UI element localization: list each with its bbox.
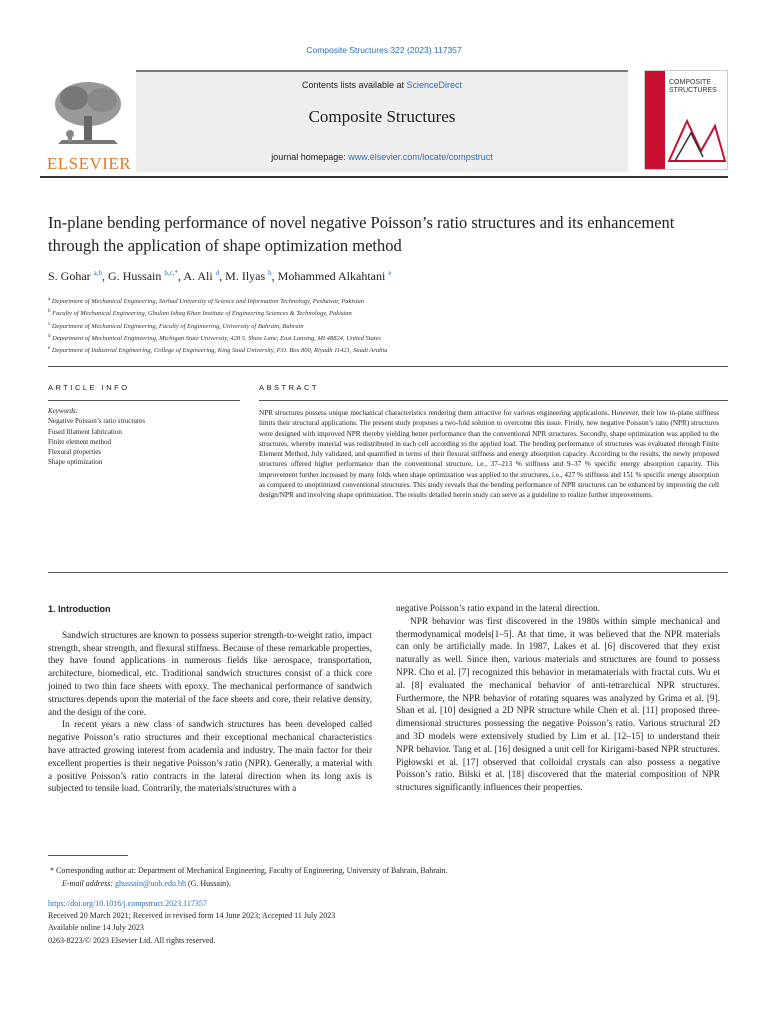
keyword-item: Fused filament fabrication bbox=[48, 427, 122, 436]
homepage-prefix: journal homepage: bbox=[271, 152, 349, 162]
affiliation-label: c bbox=[48, 321, 51, 327]
journal-reference-link[interactable]: Composite Structures 322 (2023) 117357 bbox=[306, 45, 462, 55]
elsevier-tree-icon bbox=[52, 78, 124, 148]
cover-title bbox=[669, 79, 717, 95]
cover-title-line-2: STRUCTURES bbox=[669, 87, 717, 94]
author-affiliation-marker[interactable]: b bbox=[268, 269, 272, 277]
affiliation-label: a bbox=[48, 297, 51, 302]
email-line bbox=[50, 877, 710, 890]
doi-link[interactable]: https://doi.org/10.1016/j.compstruct.2023.117357 bbox=[48, 899, 207, 908]
contents-prefix: Contents lists available at bbox=[301, 80, 407, 90]
abstract-heading: ABSTRACT bbox=[259, 383, 320, 392]
affiliation-item bbox=[48, 332, 688, 344]
affiliation-item bbox=[48, 320, 688, 332]
sciencedirect-link[interactable]: ScienceDirect bbox=[406, 80, 463, 90]
email-suffix: (G. Hussain). bbox=[187, 879, 231, 888]
author-name[interactable]: G. Hussain bbox=[108, 269, 162, 283]
keyword-item: Shape optimization bbox=[48, 458, 103, 467]
author-affiliation-marker[interactable]: b,c,* bbox=[164, 269, 178, 277]
keywords-block bbox=[48, 406, 243, 468]
cover-graphic-icon bbox=[667, 111, 727, 166]
author-affiliation-marker[interactable]: d bbox=[215, 269, 220, 277]
body-column-left bbox=[48, 603, 372, 796]
abstract-text: NPR structures possess unique mechanical characteristics rendering them attractive for various engineering applications. However, their low in-plane stiffness limits their structural applications. The present study proposes a two-fold solution to overcome this issue. Firstly, new negative Poisson’s ratio (NPR) structures were designed with improved NPR thereby yielding better performance than the conventional NPR structures. Secondly, shape optimization was applied to the structures, whereby material was redistributed in each cell according to the applied load. The bending performance of structures was evaluated through Finite Element Method, July validated, and quantified in terms of their flexural stiffness and energy absorption capacity. According to the results, the newly proposed structures offered higher performance than the conventional structure, i.e., 37–213 % stiffness and 9–37 % specific energy absorption capacity. This improvement further increased by many folds when shape optimization was applied to the structures, i.e., 427 % stiffness and 151 % specific energy absorption as compared to unoptimized conventional structures. This study reveals that the bending performance of NPR structures can be enhanced by improving the cell design/NPR and involving shape optimization. The results detailed herein study can serve as a guideline to realize further improvements. bbox=[259, 409, 719, 500]
section-rule bbox=[48, 366, 728, 367]
footnote-rule bbox=[48, 855, 128, 856]
affiliation-list bbox=[48, 295, 688, 357]
keywords-label: Keywords: bbox=[48, 407, 79, 415]
section-heading: 1. Introduction bbox=[48, 604, 111, 614]
corresponding-author-note: * Corresponding author at: Department of Mechanical Engineering, Faculty of Engineering, University of Bahrain, Bahrain. bbox=[50, 866, 448, 875]
affiliation-text: Department of Mechanical Engineering, Sarhad University of Science and Information Technology, Peshawar, Pakistan bbox=[51, 298, 364, 306]
copyright-notice: 0263-8223/© 2023 Elsevier Ltd. All rights reserved. bbox=[48, 935, 216, 945]
contents-line bbox=[136, 80, 628, 90]
elsevier-logo bbox=[44, 78, 132, 173]
author-name[interactable]: A. Ali bbox=[183, 269, 213, 283]
author-name[interactable]: S. Gohar bbox=[48, 269, 91, 283]
homepage-link[interactable]: www.elsevier.com/locate/compstruct bbox=[348, 152, 493, 162]
paragraph: Sandwich structures are known to possess superior strength-to-weight ratio, impact strength, shear strength, and flexural stiffness. Because of these remarkable properties, they have found applications in numerous fields like aerospace, transportation, architecture, biomedical, etc. Traditional sandwich structures consist of a thick core joined to two thin face sheets with epoxy. The mechanical performance of sandwich structures depends upon the material of the face sheets and core, their relative density, and the design of the core. bbox=[48, 630, 372, 718]
header-rule bbox=[40, 176, 728, 178]
paragraph: NPR behavior was first discovered in the 1980s within simple mechanical and thermodynamical models[1–5]. At that time, it was believed that the NPR materials can only be artificially made. In 1987, Lakes et al. [6] discovered that they exist naturally as well. Since then, various materials and structures are found to possess NPR. Cho et al. [7] recognized this behavior in metamaterials with fractal cuts. Wu et al. [8] evaluated the mechanical behavior of anti-tetrarchical NPR structures. Furthermore, the NPR behavior of rotating squares was analyzed by Grima et al. [9]. Shan et al. [10] designed a 2D NPR structure while Chen et al. [11] proposed three-dimensional structures possessing the negative Poisson’s ratio. Various structural 2D and 3D models were extensively studied by Lim et al. [12–15] to understand their NPR behavior. Tang et al. [16] designed a unit cell for Kirigami-based NPR structures. Pigłowski et al. [17] observed that colloidal crystals can also possess a negative Poisson’s ratio. Bilski et al. [18] discovered that the material composition of NPR structures significantly influences their properties. bbox=[396, 616, 720, 794]
author-affiliation-marker[interactable]: a,b bbox=[93, 269, 103, 277]
received-dates: Received 20 March 2021; Received in revised form 14 June 2023; Accepted 11 July 2023 bbox=[48, 911, 336, 921]
author-name[interactable]: M. Ilyas bbox=[225, 269, 266, 283]
affiliation-item bbox=[48, 295, 688, 307]
body-column-right bbox=[396, 603, 720, 795]
publication-info bbox=[48, 898, 708, 947]
affiliation-text: Department of Industrial Engineering, College of Engineering, King Saud University, P.O. Box 800, Riyadh 11421, Saudi Arabia bbox=[51, 347, 388, 355]
affiliation-label: d bbox=[48, 334, 51, 340]
section-rule bbox=[48, 572, 728, 573]
homepage-line bbox=[136, 152, 628, 162]
cover-title-line-1: COMPOSITE bbox=[669, 79, 712, 86]
corresponding-author-footnote bbox=[50, 864, 710, 890]
paragraph: negative Poisson’s ratio expand in the lateral direction. bbox=[396, 604, 600, 614]
keyword-item: Finite element method bbox=[48, 437, 111, 446]
affiliation-text: Department of Mechanical Engineering, Faculty of Engineering, University of Bahrain, Bahrain bbox=[51, 322, 304, 330]
journal-header bbox=[40, 70, 728, 173]
journal-title: Composite Structures bbox=[308, 107, 456, 126]
email-label: E-mail address: bbox=[62, 879, 114, 888]
journal-banner bbox=[136, 70, 628, 172]
article-info-rule bbox=[48, 400, 240, 401]
available-online: Available online 14 July 2023 bbox=[48, 923, 144, 933]
affiliation-text: Faculty of Mechanical Engineering, Ghulam Ishaq Khan Institute of Engineering Sciences & Technology, Pakistan bbox=[52, 310, 352, 318]
author-list: S. Gohar $^{a,b}$, G. Hussain $^{b,c,*}$, A. Ali $^d$, M. Ilyas $^b$, Mohammed Alkahtani $^e$ bbox=[48, 269, 392, 283]
keyword-item: Flexural properties bbox=[48, 448, 102, 457]
elsevier-wordmark: ELSEVIER bbox=[46, 154, 132, 173]
abstract-rule bbox=[259, 400, 728, 401]
author-name[interactable]: Mohammed Alkahtani bbox=[277, 269, 386, 283]
author-affiliation-marker[interactable]: e bbox=[388, 269, 392, 277]
email-link[interactable]: ghussain@uob.edu.bh bbox=[115, 879, 186, 888]
affiliation-item bbox=[48, 344, 688, 356]
cover-strip bbox=[645, 71, 665, 169]
affiliation-label: b bbox=[48, 309, 51, 315]
journal-cover-thumbnail[interactable] bbox=[644, 70, 728, 170]
paragraph: In recent years a new class of sandwich structures has been developed called negative Poisson’s ratio structures and their exceptional mechanical characteristics have attracted growing interest from academia and industry. The main factor for their excellent properties is their negative Poisson’s ratio (NPR). Generally, a material with a positive Poisson’s ratio contracts in the lateral direction when its long axis is subjected to tensile load. Contrarily, the materials/structures with a bbox=[48, 720, 372, 795]
affiliation-label: e bbox=[48, 346, 51, 352]
article-info-heading: ARTICLE INFO bbox=[48, 383, 130, 392]
affiliation-text: Department of Mechanical Engineering, Michigan State University, 428 S. Shaw Lane, East Lansing, MI 48824, United States bbox=[52, 335, 382, 343]
keyword-item: Negative Poisson’s ratio structures bbox=[48, 417, 146, 426]
affiliation-item bbox=[48, 307, 688, 319]
article-title: In-plane bending performance of novel negative Poisson’s ratio structures and its enhancement through the application of shape optimization method bbox=[48, 213, 675, 255]
